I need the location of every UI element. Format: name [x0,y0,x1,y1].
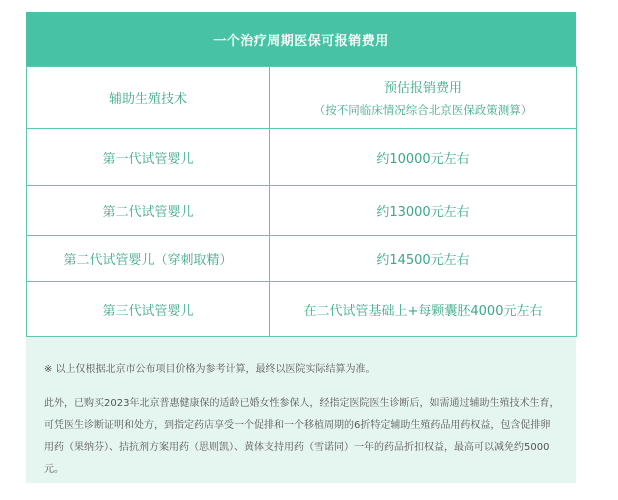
header-estimated-cost [270,67,577,129]
technology-cell: 第二代试管婴儿 [27,186,270,236]
technology-cell: 第三代试管婴儿 [27,282,270,337]
table-header-row [27,67,577,129]
header-cost-label: 预估报销费用 [383,81,462,96]
table-row [27,129,577,186]
notes-panel [26,337,576,483]
table-title: 一个治疗周期医保可报销费用 [26,12,576,66]
table-row [27,236,577,282]
technology-cell: 第二代试管婴儿（穿刺取精） [27,236,270,282]
cost-table [26,66,577,337]
cost-cell: 约13000元左右 [270,186,577,236]
technology-cell: 第一代试管婴儿 [27,129,270,186]
cost-cell: 约14500元左右 [270,236,577,282]
disclaimer-note: ※ 以上仅根据北京市公布项目价格为参考计算，最终以医院实际结算为准。 [44,364,376,375]
cost-cell: 约10000元左右 [270,129,577,186]
header-technology: 辅助生殖技术 [27,67,270,129]
table-row [27,186,577,236]
reimbursement-card [26,12,576,483]
cost-cell: 在二代试管基础上+每颗囊胚4000元左右 [270,282,577,337]
header-cost-note: （按不同临床情况综合北京医保政策测算） [313,103,533,117]
table-row [27,282,577,337]
benefit-note: 此外，已购买2023年北京普惠健康保的适龄已婚女性参保人，经指定医院医生诊断后，如需通过辅助生殖技术生育，可凭医生诊断证明和处方，到指定药店享受一个促排和一个移植周期的6折特定辅助生殖药品用药权益，包含促排卵用药（果纳芬）、拮抗剂方案用药（思则凯）、黄体支持用药（雪诺同）一年的药品折扣权益，最高可以减免约5000元。 [44,398,560,475]
